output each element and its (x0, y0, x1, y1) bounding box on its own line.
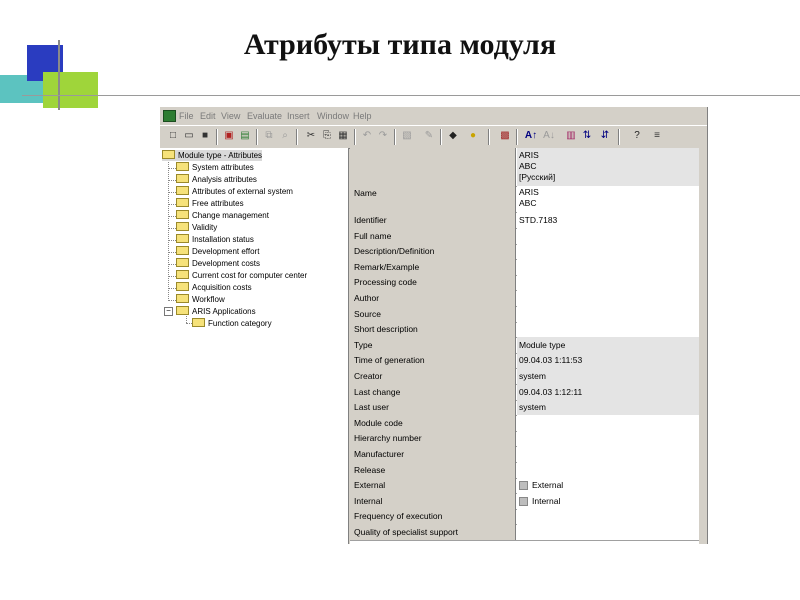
header-line: ABC (519, 161, 537, 171)
tree-item-label: Current cost for computer center (192, 271, 308, 280)
tree-item-change-management[interactable] (176, 210, 269, 221)
sort-desc-icon[interactable]: ⇵ (600, 130, 610, 141)
attr-label: External (350, 477, 516, 493)
attr-label: Time of generation (350, 352, 516, 368)
new-icon[interactable]: □ (169, 130, 177, 141)
copy-model-icon[interactable]: ⧉ (265, 130, 273, 141)
folder-icon (176, 258, 189, 267)
attr-value-text: External (532, 480, 564, 490)
menu-bar (160, 107, 707, 125)
folder-icon (176, 162, 189, 171)
help-icon[interactable]: ? (634, 130, 640, 141)
attr-value[interactable] (517, 290, 699, 306)
menu-help[interactable]: Help (353, 111, 372, 121)
attr-value[interactable] (517, 508, 699, 524)
attr-value[interactable] (517, 306, 699, 322)
tree-item-workflow[interactable] (176, 294, 225, 305)
tree-item-label: Free attributes (192, 199, 244, 208)
attr-label: Module code (350, 415, 516, 431)
table-row[interactable] (350, 477, 699, 494)
attr-value[interactable] (517, 259, 699, 275)
attr-value-name[interactable] (517, 186, 699, 212)
folder-icon (176, 198, 189, 207)
folder-icon (176, 186, 189, 195)
print-icon[interactable]: ▣ (224, 130, 234, 141)
tree-item-aris-applications[interactable] (176, 306, 256, 317)
tree-item-analysis-attributes[interactable] (176, 174, 257, 185)
checkbox-icon[interactable] (519, 481, 528, 490)
tree-item-label: Analysis attributes (192, 175, 257, 184)
attr-value[interactable] (517, 446, 699, 462)
attr-label: Identifier (350, 212, 516, 228)
attr-value[interactable] (517, 462, 699, 478)
menu-insert[interactable]: Insert (287, 111, 310, 121)
tree-item-label: Attributes of external system (192, 187, 293, 196)
tree-item-label: Development costs (192, 259, 261, 268)
table-row[interactable] (350, 212, 699, 229)
folder-icon (176, 222, 189, 231)
tree-item-label: System attributes (192, 163, 254, 172)
attr-value-text: STD.7183 (519, 215, 558, 225)
folder-icon (176, 306, 189, 315)
table-row[interactable] (350, 274, 699, 291)
attr-label: Author (350, 290, 516, 306)
copy-icon[interactable]: ⎘ (323, 130, 331, 141)
properties-icon[interactable]: ▤ (240, 130, 250, 141)
menu-window[interactable]: Window (317, 111, 350, 121)
attr-value[interactable] (517, 368, 699, 384)
checkbox-icon[interactable] (519, 497, 528, 506)
attr-label: Creator (350, 368, 516, 384)
attr-label: Internal (350, 493, 516, 509)
tree-item-development-effort[interactable] (176, 246, 259, 257)
tree-item-system-attributes[interactable] (176, 162, 254, 173)
tree-item-label: Workflow (192, 295, 225, 304)
tree-item-installation-status[interactable] (176, 234, 254, 245)
attr-value[interactable] (517, 243, 699, 259)
table-row[interactable] (350, 352, 699, 369)
collapse-icon[interactable]: − (164, 307, 173, 316)
tree-item-label: Acquisition costs (192, 283, 252, 292)
header-blank-cell (350, 148, 516, 186)
font-down-icon[interactable]: A↓ (543, 130, 555, 141)
tree-root[interactable] (162, 150, 262, 161)
attribute-table (350, 148, 699, 544)
attr-value-text: Module type (519, 340, 566, 350)
attr-value-text: Internal (532, 496, 561, 506)
edit-icon[interactable]: ✎ (424, 130, 434, 141)
table-row[interactable] (350, 243, 699, 260)
attr-label: Quality of specialist support (350, 524, 516, 540)
tree-item-attributes-external-system[interactable] (176, 186, 293, 197)
table-row[interactable] (350, 186, 699, 213)
menu-edit[interactable]: Edit (200, 111, 216, 121)
header-line: ARIS (519, 150, 539, 160)
sort-icon[interactable]: ▥ (566, 130, 576, 141)
tree-item-label: ARIS Applications (192, 307, 256, 316)
folder-icon (176, 234, 189, 243)
folder-icon (176, 282, 189, 291)
menu-file[interactable]: File (179, 111, 194, 121)
tree-item-label: Development effort (192, 247, 260, 256)
folder-open-icon (162, 150, 175, 159)
attr-value[interactable] (517, 430, 699, 446)
paste-icon[interactable]: ▦ (338, 130, 348, 141)
table-row[interactable] (350, 430, 699, 447)
attribute-tree (160, 148, 349, 544)
attr-value[interactable] (517, 415, 699, 431)
tree-item-label: Change management (192, 211, 269, 220)
header-language-cell (517, 148, 699, 186)
tree-root-label: Module type - Attributes (178, 151, 263, 160)
attr-label: Last user (350, 399, 516, 415)
attr-value[interactable] (517, 384, 699, 400)
folder-icon (176, 246, 189, 255)
tree-item-label: Validity (192, 223, 218, 232)
attr-value-text: 09.04.03 1:12:11 (519, 387, 583, 397)
decor-horizontal-line (22, 95, 800, 96)
attr-value-text: system (519, 402, 546, 412)
attr-label: Release (350, 462, 516, 478)
info-icon[interactable]: ● (469, 130, 477, 141)
object-icon[interactable]: ▧ (402, 130, 412, 141)
table-row[interactable] (350, 321, 699, 338)
sort-asc-icon[interactable]: ⇅ (582, 130, 592, 141)
attr-value[interactable] (517, 399, 699, 415)
attr-label: Hierarchy number (350, 430, 516, 446)
table-row[interactable] (350, 446, 699, 463)
attr-label: Short description (350, 321, 516, 337)
table-row[interactable] (350, 508, 699, 525)
attr-label: Type (350, 337, 516, 353)
tree-item-current-cost[interactable] (176, 270, 307, 281)
attr-label: Remark/Example (350, 259, 516, 275)
tree-item-label: Function category (208, 319, 272, 328)
open-icon[interactable]: ▭ (184, 130, 194, 141)
value-line: ARIS (519, 187, 539, 197)
table-header-row (350, 148, 699, 187)
attr-value[interactable] (517, 493, 699, 509)
font-up-icon[interactable]: A↑ (524, 130, 538, 141)
tree-item-label: Installation status (192, 235, 254, 244)
menu-view[interactable]: View (221, 111, 241, 121)
attribute-icon[interactable]: ◆ (449, 130, 457, 141)
decor-green-square (43, 72, 98, 108)
toolbar (160, 125, 707, 149)
attr-value-text: system (519, 371, 546, 381)
attr-value[interactable] (517, 337, 699, 353)
slide-title: Атрибуты типа модуля (243, 28, 557, 61)
folder-icon (176, 174, 189, 183)
attr-value[interactable] (517, 321, 699, 337)
attr-label: Source (350, 306, 516, 322)
attr-label: Processing code (350, 274, 516, 290)
cut-icon[interactable]: ✂ (306, 130, 316, 141)
folder-icon (176, 210, 189, 219)
search-icon[interactable]: ⌕ (282, 130, 288, 141)
undo-icon[interactable]: ↶ (362, 130, 372, 141)
tree-item-validity[interactable] (176, 222, 217, 233)
attr-value[interactable] (517, 477, 699, 493)
table-row[interactable] (350, 524, 699, 541)
save-icon[interactable]: ■ (201, 130, 209, 141)
run-icon[interactable]: ▩ (500, 130, 510, 141)
attr-label: Manufacturer (350, 446, 516, 462)
attr-label: Full name (350, 228, 516, 244)
window-icon[interactable]: ≡ (654, 130, 660, 141)
redo-icon[interactable]: ↷ (378, 130, 388, 141)
tree-item-development-costs[interactable] (176, 258, 260, 269)
attr-value-text: 09.04.03 1:11:53 (519, 355, 583, 365)
value-line: ABC (519, 198, 537, 208)
attr-value[interactable] (517, 228, 699, 244)
app-icon[interactable] (163, 110, 176, 122)
aris-window (160, 107, 708, 544)
menu-evaluate[interactable]: Evaluate (247, 111, 283, 121)
header-line: [Русский] (519, 172, 556, 182)
attr-value[interactable] (517, 524, 699, 540)
attr-label: Frequency of execution (350, 508, 516, 524)
table-row[interactable] (350, 290, 699, 307)
attr-value[interactable] (517, 352, 699, 368)
attr-label: Name (350, 186, 516, 212)
table-row[interactable] (350, 399, 699, 416)
attr-value[interactable] (517, 212, 699, 228)
tree-item-free-attributes[interactable] (176, 198, 244, 209)
folder-icon (176, 294, 189, 303)
pane-edge (699, 148, 707, 544)
attr-value[interactable] (517, 274, 699, 290)
tree-item-function-category[interactable] (192, 318, 272, 329)
attr-label: Last change (350, 384, 516, 400)
table-row[interactable] (350, 368, 699, 385)
folder-icon (192, 318, 205, 327)
attr-label: Description/Definition (350, 243, 516, 259)
folder-icon (176, 270, 189, 279)
tree-item-acquisition-costs[interactable] (176, 282, 252, 293)
